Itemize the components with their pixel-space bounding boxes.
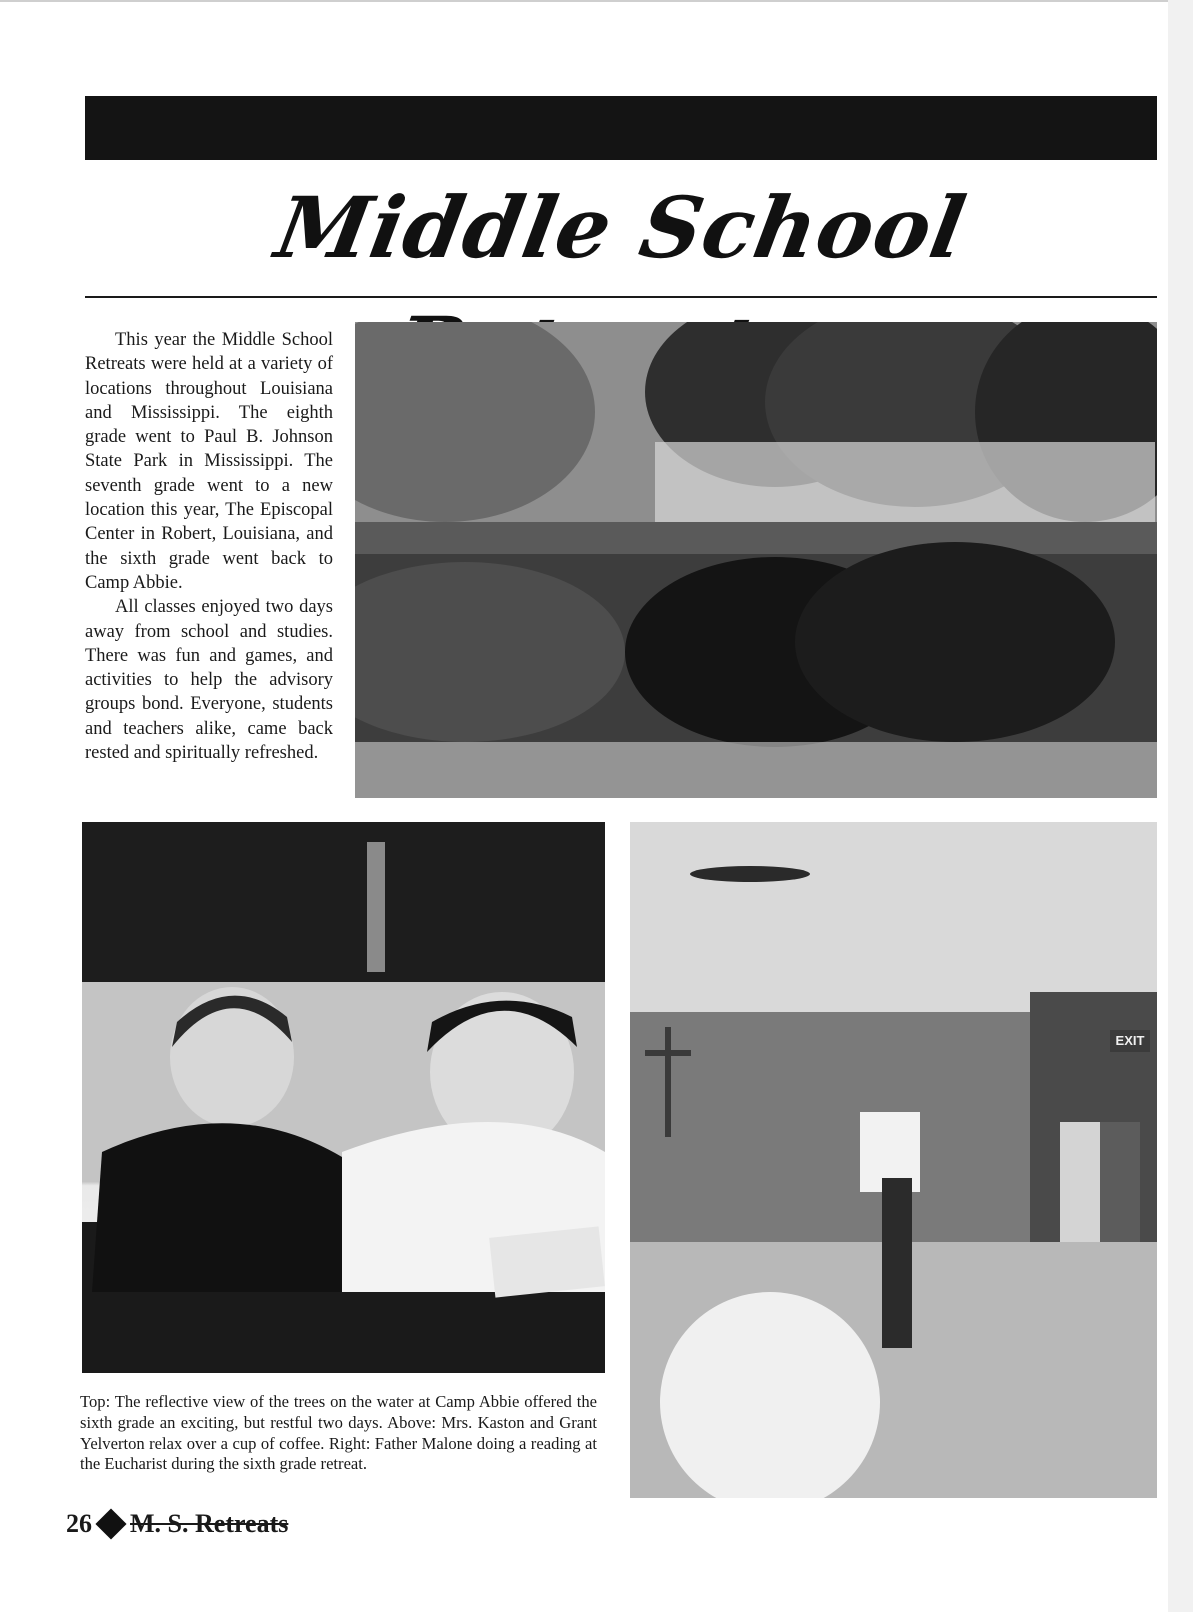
section-name: M. S. Retreats (130, 1509, 289, 1538)
chapel-eucharist-photo (630, 822, 1157, 1498)
page-title: Middle School (268, 178, 974, 277)
diamond-icon (95, 1508, 126, 1539)
page-edge-right (1168, 0, 1193, 1612)
title-rule (85, 296, 1157, 298)
exit-sign: EXIT (1110, 1030, 1150, 1052)
coffee-break-photo (82, 822, 605, 1373)
page-number: 26 (66, 1509, 92, 1538)
story-paragraph: All classes enjoyed two days away from school and studies. There was fun and games, and activities to help the advisory groups bond. Everyone, students and teachers alike, came back rested and spiritually refreshed. (85, 597, 333, 764)
pond-reflection-photo (355, 322, 1157, 798)
folio (66, 1502, 288, 1546)
photo-caption: Top: The reflective view of the trees on the water at Camp Abbie offered the sixth grade an exciting, but restful two days. Above: Mrs. Kaston and Grant Yelverton relax over a cup of coffee. Right: Father Malone doing a reading at the Eucharist during the sixth grade retreat. (80, 1392, 597, 1474)
page-edge-top (0, 0, 1168, 2)
header-bar (85, 96, 1157, 160)
story-text (85, 328, 333, 765)
story-paragraph: This year the Middle School Retreats were held at a variety of locations throughout Louisiana and Mississippi. The eighth grade went to Paul B. Johnson State Park in Mississippi. The seventh grade went to a new location this year, The Episcopal Center in Robert, Louisiana, and the sixth grade went back to Camp Abbie. (85, 330, 333, 593)
